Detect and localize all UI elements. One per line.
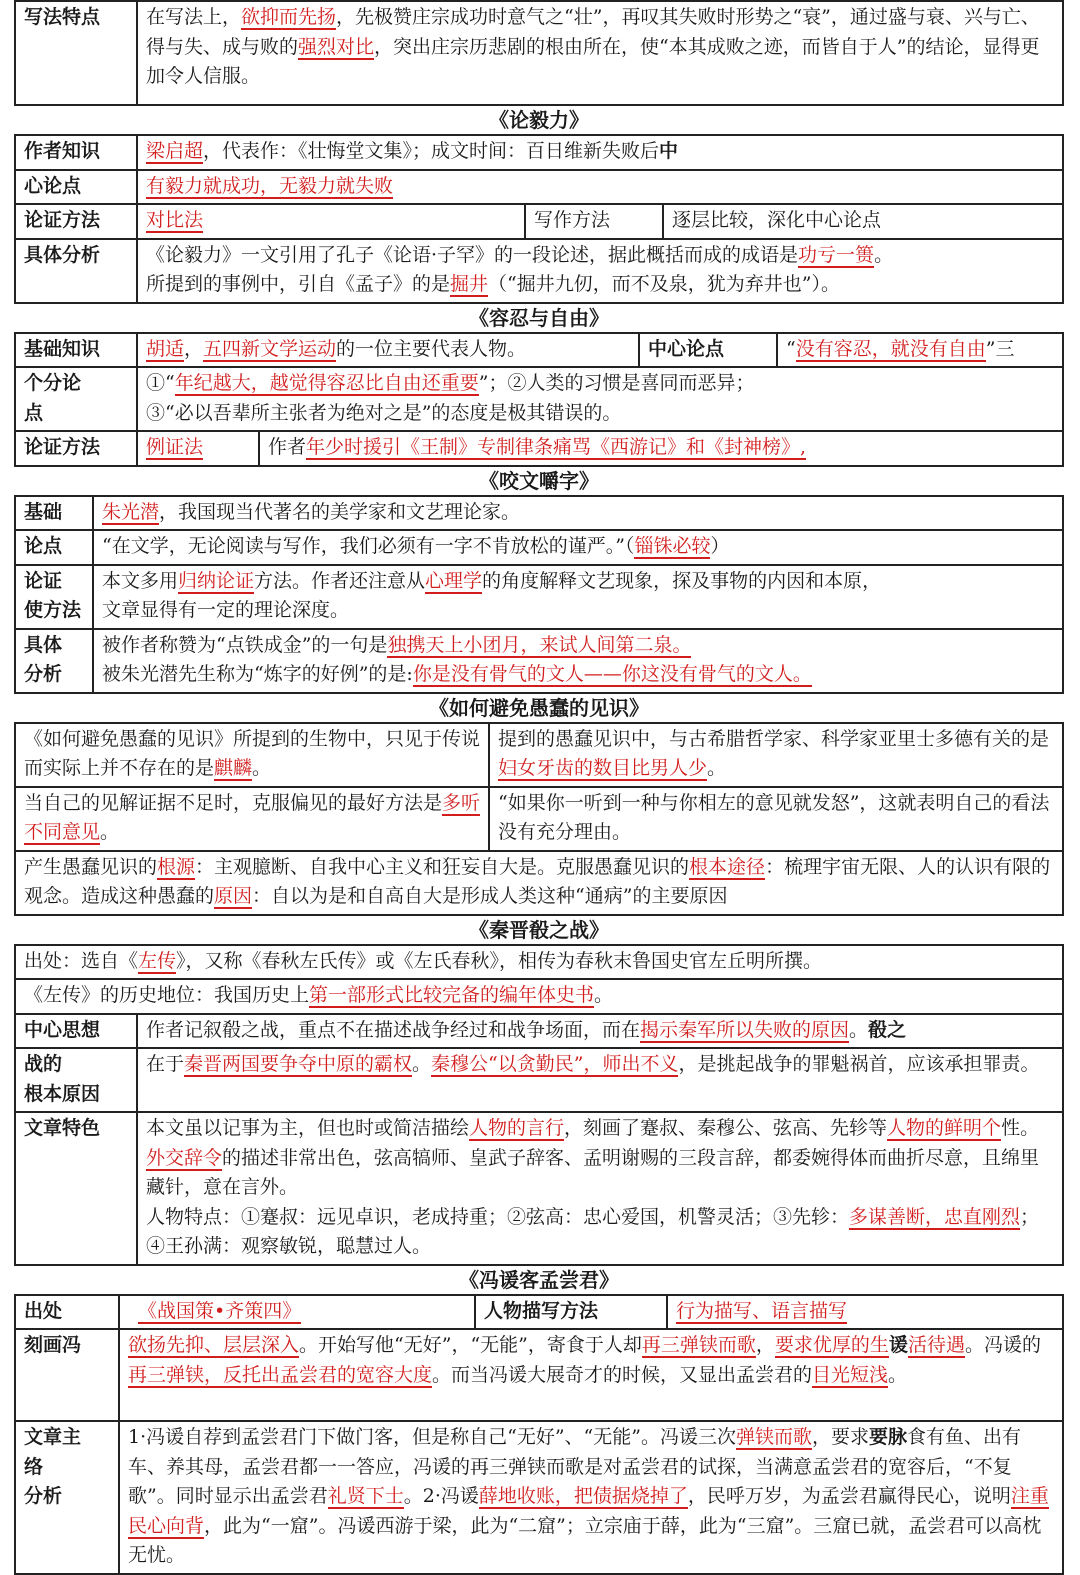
mythical-creature-cell: 《如何避免愚蠢的见识》所提到的生物中，只见于传说而实际上并不存在的是麒麟。	[15, 723, 489, 787]
root-cause-label: 战的 根本原因	[15, 1048, 137, 1112]
description-method-label: 人物描写方法	[475, 1295, 667, 1330]
root-cause-cell: 产生愚蠢见识的根源：主观臆断、自我中心主义和狂妄自大是。克服愚蠢见识的根本途径：梳理宇宙无限、人的认识有限的观念。造成这种愚蠢的原因：自以为是和自高自大是形成人类这种“通病”的主要原因	[15, 851, 1063, 915]
wording-analysis-label: 具体 分析	[15, 629, 93, 693]
basic-knowledge-label: 基础知识	[15, 333, 137, 368]
thesis-content: 有毅力就成功，无毅力就失败	[137, 170, 1063, 205]
writing-method-label: 写作方法	[525, 204, 663, 239]
center-thesis-label: 中心论点	[639, 333, 777, 368]
central-idea-content: 作者记叙殽之战，重点不在描述战争经过和战争场面，而在揭示秦军所以失败的原因。殽之	[137, 1014, 1063, 1049]
feng-source-content: 《战国策•齐策四》	[119, 1295, 475, 1330]
wording-point-content: “在文学，无论阅读与写作，我们必须有一字不肯放松的谨严。”（锱铢必较）	[93, 530, 1063, 565]
argument-method-label: 论证方法	[15, 204, 137, 239]
analysis-label: 具体分析	[15, 239, 137, 303]
writing-features-table	[14, 0, 1064, 106]
sub-points-content: ①“年纪越大，越觉得容忍比自由还重要”；②人类的习惯是喜同而恶异； ③“必以吾辈所主张者为绝对之是”的态度是极其错误的。	[137, 367, 1063, 431]
section-title-foolish-notions: 《如何避免愚蠢的见识》	[429, 695, 649, 720]
author-content: 梁启超，代表作：《壮悔堂文集》；成文时间：百日维新失败后中	[137, 135, 1063, 170]
argument-method-content: 对比法	[137, 204, 525, 239]
foolish-notions-table	[14, 722, 1064, 916]
source-cell: 出处：选自《左传》，又称《春秋左氏传》或《左氏春秋》，相传为春秋末鲁国史官左丘明所撰。	[15, 945, 1063, 980]
section-title-wording: 《咬文嚼字》	[479, 468, 599, 493]
wording-point-label: 论点	[15, 530, 93, 565]
main-thread-label: 文章主 络 分析	[15, 1421, 119, 1574]
thesis-label: 心论点	[15, 170, 137, 205]
central-idea-label: 中心思想	[15, 1014, 137, 1049]
writing-features-label: 写法特点	[15, 1, 137, 105]
tolerance-method-label: 论证方法	[15, 431, 137, 466]
description-method-content: 行为描写、语言描写	[667, 1295, 1063, 1330]
wording-basic-content: 朱光潜，我国现当代著名的美学家和文艺理论家。	[93, 496, 1063, 531]
overcome-bias-cell: 当自己的见解证据不足时，克服偏见的最好方法是多听不同意见。	[15, 787, 489, 851]
writing-features-content: 在写法上，欲抑而先扬，先极赞庄宗成功时意气之“壮”，再叹其失败时形势之“衰”，通过盛与衰、兴与亡、得与失、成与败的强烈对比，突出庄宗历悲剧的根由所在，使“本其成败之迹，而皆自于人”的结论，显得更加令人信服。	[137, 1, 1063, 105]
wording-basic-label: 基础	[15, 496, 93, 531]
center-thesis-content: “没有容忍，就没有自由”三	[777, 333, 1063, 368]
portray-label: 刻画冯	[15, 1329, 119, 1421]
study-notes-page	[14, 0, 1064, 1575]
portray-content: 欲扬先抑、层层深入。开始写他“无好”，“无能”，寄食于人却再三弹铗而歌，要求优厚的生谖活待遇。冯谖的再三弹铗，反托出孟尝君的宽容大度。而当冯谖大展奇才的时候，又显出孟尝君的目光短浅。	[119, 1329, 1063, 1421]
wording-analysis-content: 被作者称赞为“点铁成金”的一句是独携天上小团月，来试人间第二泉。 被朱光潜先生称为“炼字的好例”的是:你是没有骨气的文人——你这没有骨气的文人。	[93, 629, 1063, 693]
wording-method-content: 本文多用归纳论证方法。作者还注意从心理学的角度解释文艺现象，探及事物的内因和本原， 文章显得有一定的理论深度。	[93, 565, 1063, 629]
historical-position-cell: 《左传》的历史地位：我国历史上第一部形式比较完备的编年体史书。	[15, 979, 1063, 1014]
main-thread-content: 1·冯谖自荐到孟尝君门下做门客，但是称自己“无好”、“无能”。冯谖三次弹铗而歌，要求要脉食有鱼、出有车、养其母，孟尝君都一一答应，冯谖的再三弹铗而歌是对孟尝君的试探，当满意孟尝君的宽容后，“不复歌”。同时显示出孟尝君礼贤下士。2·冯谖薛地收账，把债据烧掉了，民呼万岁，为孟尝君赢得民心，说明注重民心向背，此为“一窟”。冯谖西游于梁，此为“二窟”；立宗庙于薛，此为“三窟”。三窟已就，孟尝君可以高枕无忧。	[119, 1421, 1063, 1574]
section-title-tolerance: 《容忍与自由》	[469, 305, 609, 330]
tolerance-example-content: 作者年少时援引《王制》专制律条痛骂《西游记》和《封神榜》,	[259, 431, 1063, 466]
article-features-content: 本文虽以记事为主，但也时或简洁描绘人物的言行，刻画了蹇叔、秦穆公、弦高、先轸等人物的鲜明个性。外交辞令的描述非常出色，弦高犒师、皇武子辞客、孟明谢赐的三段言辞，都委婉得体而曲折尽意，且绵里藏针，意在言外。 人物特点：①蹇叔：远见卓识，老成持重；②弦高：忠心爱国，机警灵活；③先轸：多谋善断，忠直刚烈；④王孙满：观察敏锐，聪慧过人。	[137, 1112, 1063, 1265]
wording-table	[14, 495, 1064, 694]
perseverance-table	[14, 134, 1064, 304]
feng-source-label: 出处	[15, 1295, 119, 1330]
anger-cell: “如果你一听到一种与你相左的意见就发怒”，这就表明自己的看法没有充分理由。	[489, 787, 1063, 851]
basic-knowledge-content: 胡适，五四新文学运动的一位主要代表人物。	[137, 333, 639, 368]
author-label: 作者知识	[15, 135, 137, 170]
section-title-perseverance: 《论毅力》	[489, 108, 589, 132]
sub-points-label: 个分论 点	[15, 367, 137, 431]
tolerance-method-content: 例证法	[137, 431, 259, 466]
wording-method-label: 论证 使方法	[15, 565, 93, 629]
qin-jin-table	[14, 944, 1064, 1266]
section-title-qin-jin-battle: 《秦晋殽之战》	[469, 917, 609, 942]
tolerance-table	[14, 332, 1064, 467]
article-features-label: 文章特色	[15, 1112, 137, 1265]
feng-xuan-table	[14, 1294, 1064, 1575]
aristotle-cell: 提到的愚蠢见识中，与古希腊哲学家、科学家亚里士多德有关的是妇女牙齿的数目比男人少。	[489, 723, 1063, 787]
writing-method-content: 逐层比较，深化中心论点	[663, 204, 1063, 239]
section-title-feng-xuan: 《冯谖客孟尝君》	[459, 1267, 619, 1292]
root-cause-content: 在于秦晋两国要争夺中原的霸权。秦穆公“以贪勤民”，师出不义，是挑起战争的罪魁祸首，应该承担罪责。	[137, 1048, 1063, 1112]
analysis-content: 《论毅力》一文引用了孔子《论语·子罕》的一段论述，据此概括而成的成语是功亏一篑。 所提到的事例中，引自《孟子》的是掘井（“掘井九仞，而不及泉，犹为弃井也”）。	[137, 239, 1063, 303]
